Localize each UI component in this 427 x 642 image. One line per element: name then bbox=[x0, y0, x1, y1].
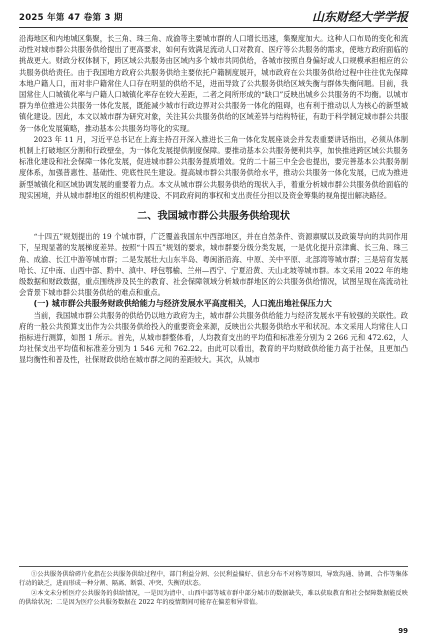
journal-name: 山东财经大学学报 bbox=[311, 10, 408, 24]
subsection-title: (一) 城市群公共服务财政供给能力与经济发展水平高度相关，人口流出地社保压力大 bbox=[33, 299, 332, 309]
main-text bbox=[19, 33, 408, 366]
issue-info: 2025 年第 47 卷第 3 期 bbox=[19, 13, 123, 23]
page-header bbox=[19, 8, 408, 26]
paragraph: 沿海地区和内地城区集聚，长三角、珠三角、成渝等主要城市群的人口增长迅速，集聚度加大。这种人口布局的变化和流动性对城市群公共服务供给提出了更高要求，如何有效满足流动人口对教育、医疗等公共服务的需求，使地方政府面临的挑战更大。财政分权体制下，跨区域公共服务由区域内多个城市共同供给，各城市按照自身偏好或人口规模承担相应的公共服务供给责任。由于我国地方政府公共服务供给主要依托户籍制度展开，城市政府在公共服务供给过程中往往优先保障本地户籍人口，而对非户籍常住人口存在明显的供给不足，进而导致了公共服务供给区域失衡与群体失衡问题。目前，我国常住人口城镇化率与户籍人口城镇化率存在较大差距，二者之间所形成的“缺口”反映出城乡公共服务的不均衡。以城市群为单位推进公共服务一体化发展，既能减少城市行政边界对公共服务一体化的阻碍，也有利于推动以人为核心的新型城镇化建设。因此，本文以城市群为研究对象，关注其公共服务供给的区域差异与结构特征，有助于科学制定城市群公共服务一体化发展策略，推动基本公共服务均等化的实现。 bbox=[19, 34, 408, 133]
header-rule bbox=[19, 27, 408, 28]
paragraph: 当前，我国城市群公共服务的供给仍以地方政府为主，城市群公共服务供给能力与经济发展水平有较强的关联性。政府的一般公共预算支出作为公共服务供给投入的重要资金来源，反映出公共服务供给水平和状况。本文采用人均常住人口指标进行测算，如图 1 所示。首先，从城市群整体看，人均教育支出的平均值和标准差分别为 2 266 元和 472.62，人均社保支出平均值和标准差分别为 1 546 元和 762.22。由此可以看出，教育的平均财政供给能力高于社保，且更加凸显均衡性和普及性，社保财政供给在城市群之间的差距较大。其次，从城市 bbox=[19, 310, 408, 365]
paragraph: 2023 年 11 月，习近平总书记在上海主持召开深入推进长三角一体化发展座谈会并发表重要讲话指出，必须从体制机制上打破地区分割和行政壁垒，为一体化发展提供制度保障。要推动基本公共服务便利共享，加快推进跨区域公共服务标准化建设和社会保障一体化发展，促进城市群公共服务提质增效。党的二十届三中全会也提出，要完善基本公共服务制度体系，加强普惠性、基础性、兜底性民生建设。提高城市群公共服务供给水平，推动公共服务一体化发展，已成为推进新型城镇化和区域协调发展的重要着力点。本文从城市群公共服务供给的现状入手，着重分析城市群公共服务供给面临的现实困境，并从城市群地区的组织机构建设、不同政府间的事权和支出责任分担以及资金筹集的视角提出解决路径。 bbox=[19, 134, 408, 200]
footnotes bbox=[19, 566, 408, 608]
section-title: 二、我国城市群公共服务供给现状 bbox=[137, 211, 290, 223]
paragraph: “十四五”规划提出的 19 个城市群，广泛覆盖我国东中西部地区，并在自然条件、资源禀赋以及政策导向的共同作用下，呈现显著的发展梯度差异。按照“十四五”规划的要求，城市群要分级分类发展，一是优化提升京津冀、长三角、珠三角、成渝、长江中游等城市群；二是发展壮大山东半岛、粤闽浙沿海、中原、关中平原、北部湾等城市群；三是培育发展哈长、辽中南、山西中部、黔中、滇中、呼包鄂榆、兰州—西宁、宁夏沿黄、天山北坡等城市群。本文采用 2022 年的地级数据和财政数据，重点围绕涉及民生的教育、社会保障领域分析城市群地区的公共服务供给情况，试图呈现在高流动社会背景下城市群公共服务供给的难点和重点。 bbox=[19, 232, 408, 298]
footnote-rule bbox=[19, 566, 408, 567]
footnote: ②本文未分析医疗公共服务的供给情况，一是因为清中、山西中部等城市群中部分城市的数据缺失，难以获取教育和社会保障数据能反映的供给状况；二是因为医疗公共服务数据在 2022 年的疫情期间可能存在偏差和异常值。 bbox=[19, 589, 408, 607]
page-number: 99 bbox=[398, 627, 408, 635]
footnote: ①公共服务供给碎片化指在公共服务供给过程中，部门利益分割、公民利益偏好、信息分布不对称等原因，导致沟通、协调、合作等集体行动的缺乏，进而形成一种分割、隔离、断裂、冲突、失衡的状态。 bbox=[19, 571, 408, 588]
